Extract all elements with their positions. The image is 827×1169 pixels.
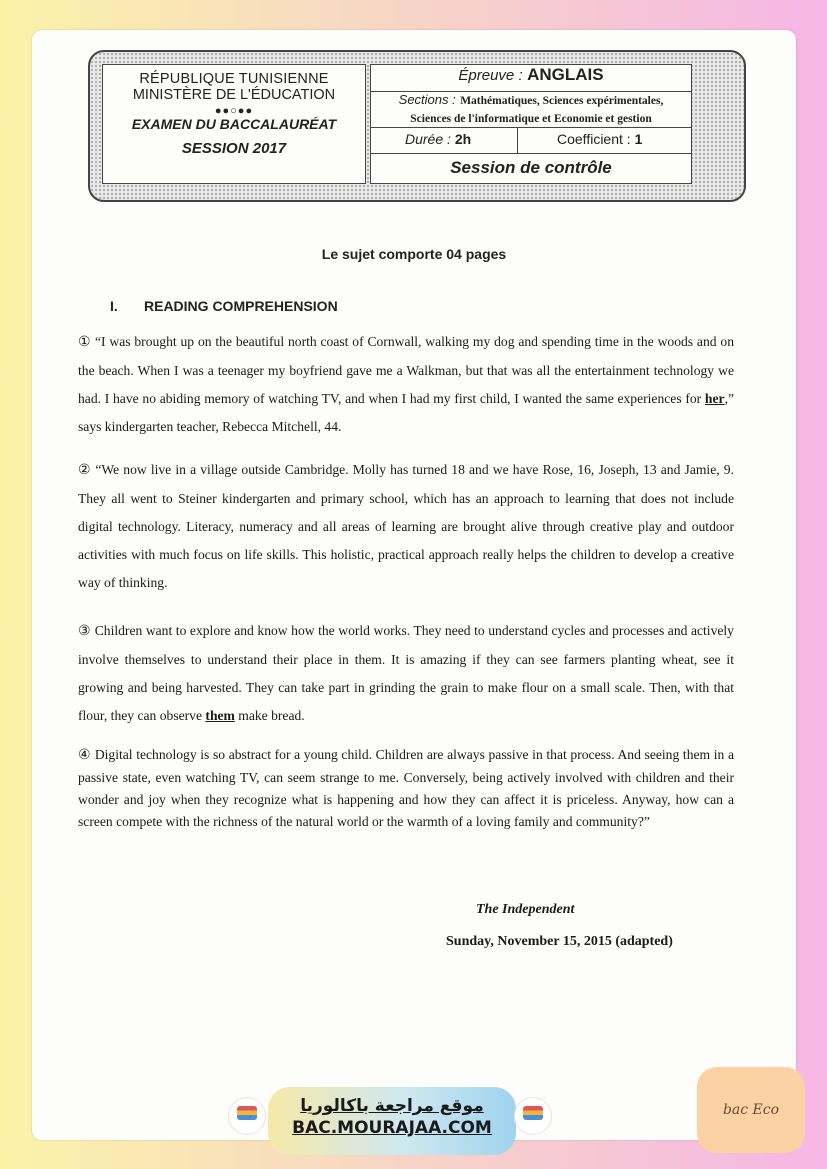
reference-word-her: her: [704, 391, 725, 406]
session-type: Session de contrôle: [450, 158, 612, 177]
source-date: Sunday, November 15, 2015 (adapted): [446, 934, 673, 949]
header-exam-info: [370, 64, 692, 184]
pages-note: Le sujet comporte 04 pages: [321, 246, 507, 262]
decorative-dots: ●●○●●: [214, 105, 254, 117]
paragraph-2: [78, 456, 734, 597]
sections-row: [371, 91, 691, 128]
duration-label: Durée :: [405, 131, 451, 147]
paragraph-3: [78, 617, 734, 730]
paragraph-text-end: ,” says kindergarten teacher, Rebecca Mitchell, 44.: [78, 391, 734, 434]
epreuve-label: Épreuve :: [458, 67, 523, 84]
epreuve-value: ANGLAIS: [527, 65, 604, 84]
exam-page: [32, 30, 796, 1140]
row-divider: [517, 127, 518, 153]
paragraph-marker: ②: [78, 463, 92, 478]
coefficient: [557, 131, 642, 147]
exam-header: [88, 50, 746, 202]
paragraph-marker: ③: [78, 624, 91, 639]
duration-value: 2h: [454, 131, 472, 147]
paragraph-1: [78, 328, 734, 441]
paragraph-marker: ①: [78, 335, 91, 350]
coefficient-value: 1: [634, 131, 643, 147]
paragraph-text-end: make bread.: [234, 708, 305, 723]
site-name-arabic[interactable]: موقع مراجعة باكالوريا: [300, 1096, 484, 1116]
site-url[interactable]: BAC.MOURAJAA.COM: [292, 1118, 492, 1138]
country-name: RÉPUBLIQUE TUNISIENNE: [139, 71, 329, 87]
epreuve-row: [371, 65, 691, 92]
site-logo-icon: [514, 1097, 552, 1135]
sections-line-1: Mathématiques, Sciences expérimentales,: [460, 95, 664, 107]
reference-word-them: them: [205, 708, 235, 723]
paragraph-text: Children want to explore and know how the world works. They need to understand cycles and processes and actively involve themselves to understand their place in them. It is amazing if they can see farmers planting wheat, see it growing and being harvested. They can take part in grinding the grain to make flour on a small scale. Then, with that flour, they can observe: [78, 623, 734, 723]
section-title: [110, 298, 338, 314]
duration: [405, 131, 471, 147]
exam-name: EXAMEN DU BACCALAURÉAT: [131, 116, 337, 132]
coefficient-label: Coefficient :: [557, 131, 631, 147]
session-type-row: [371, 153, 691, 183]
header-ministry-block: [102, 64, 366, 184]
site-banner-link[interactable]: [268, 1087, 516, 1155]
site-logo-icon: [228, 1097, 266, 1135]
paragraph-text: Digital technology is so abstract for a young child. Children are always passive in that process. And seeing them in a passive state, even watching TV, can seem strange to me. Conversely, being actively involved with children and their wonder and joy when they recognize what is happening and how they can affect it is priceless. Anyway, how can a screen compete with the richness of the natural world or the warmth of a loving family and community?”: [78, 747, 734, 829]
sections-label: Sections :: [398, 92, 456, 107]
ministry-name: MINISTÈRE DE L'ÉDUCATION: [132, 87, 336, 103]
paragraph-text: “I was brought up on the beautiful north coast of Cornwall, walking my dog and spending time in the woods and on the beach. When I was a teenager my boyfriend gave me a Walkman, but that was all the entertainment technology we had. I have no abiding memory of watching TV, and when I had my first child, I wanted the same experiences for: [78, 334, 734, 406]
paragraph-marker: ④: [78, 748, 91, 763]
duration-coefficient-row: [371, 127, 691, 154]
section-title-text: READING COMPREHENSION: [144, 298, 338, 314]
session-year: SESSION 2017: [181, 140, 287, 157]
sections-line-2: Sciences de l'informatique et Economie et gestion: [410, 113, 652, 125]
source-name: The Independent: [476, 902, 575, 917]
bac-eco-badge: bac Eco: [697, 1067, 805, 1153]
paragraph-4: [78, 744, 734, 833]
section-number: I.: [110, 298, 118, 314]
paragraph-text: “We now live in a village outside Cambridge. Molly has turned 18 and we have Rose, 16, Joseph, 13 and Jamie, 9. They all went to Steiner kindergarten and primary school, which has an approach to learning that does not include digital technology. Literacy, numeracy and all areas of learning are brought alive through creative play and outdoor activities with much focus on life skills. This holistic, practical approach really helps the children to develop a creative way of thinking.: [78, 462, 734, 590]
